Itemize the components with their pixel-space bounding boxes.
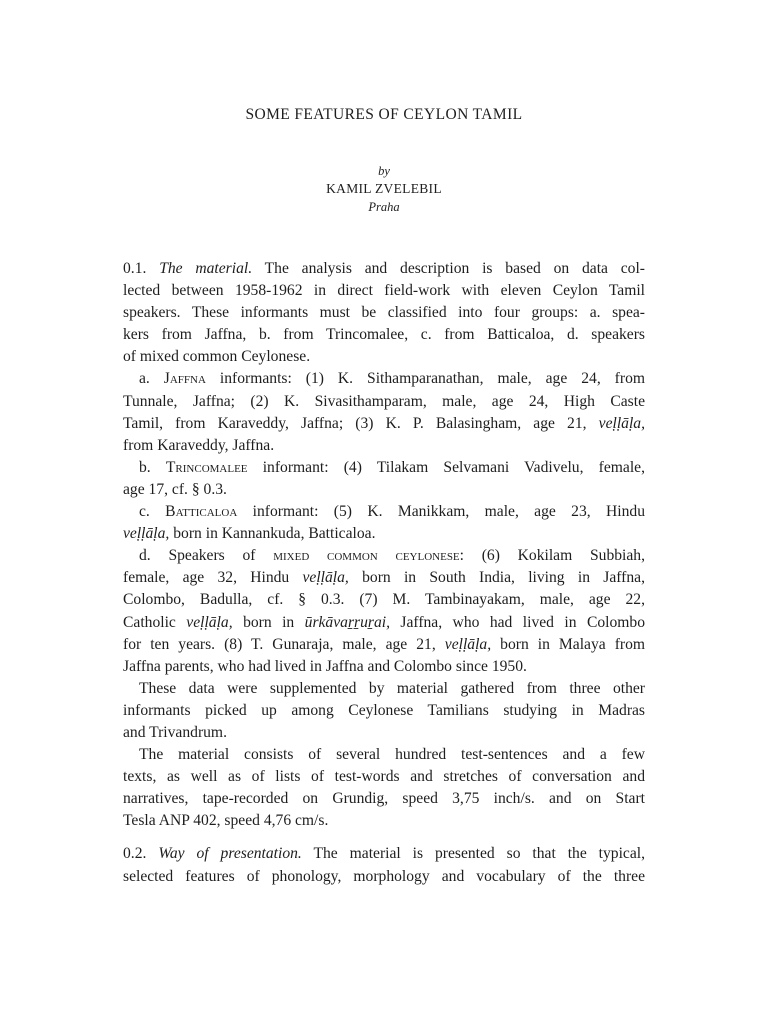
by-label: by <box>378 164 390 178</box>
section-number: 0.2. <box>123 845 147 863</box>
text-line: Tamil, from Karaveddy, Jaffna; (3) K. P. Balasingham, age 21, veḷḷāḷa, <box>123 414 645 432</box>
text-line: Colombo, Badulla, cf. § 0.3. (7) M. Tambinayakam, male, age 22, <box>123 591 645 609</box>
text-line: female, age 32, Hindu veḷḷāḷa, born in South India, living in Jaffna, <box>123 569 645 587</box>
text-line: Tesla ANP 402, speed 4,76 cm/s. <box>123 812 329 830</box>
section-0-2-line-1: 0.2. Way of presentation. The material is presented so that the typical, <box>123 845 645 863</box>
group-c-line-1: c. Batticaloa informant: (5) K. Manikkam, male, age 23, Hindu <box>139 503 645 521</box>
text-line: Catholic veḷḷāḷa, born in ūrkāvaṟṟuṟai, Jaffna, who had lived in Colombo <box>123 613 645 631</box>
group-a-line-1: a. Jaffna informants: (1) K. Sithamparanathan, male, age 24, from <box>139 370 645 388</box>
text-line: speakers. These informants must be classified into four groups: a. spea- <box>123 304 645 322</box>
text-line: kers from Jaffna, b. from Trincomalee, c. from Batticaloa, d. speakers <box>123 326 645 344</box>
text-line: These data were supplemented by material gathered from three other <box>139 679 645 697</box>
group-label: Batticaloa <box>165 503 238 521</box>
text-line: from Karaveddy, Jaffna. <box>123 436 275 454</box>
text-line: lected between 1958-1962 in direct field-work with eleven Ceylon Tamil <box>123 282 645 300</box>
group-label: Jaffna <box>163 370 206 388</box>
text-line: narratives, tape-recorded on Grundig, speed 3,75 inch/s. and on Start <box>123 790 645 808</box>
author-place: Praha <box>368 200 400 214</box>
byline <box>0 162 768 216</box>
text-line: selected features of phonology, morphology and vocabulary of the three <box>123 867 645 885</box>
author-name: KAMIL ZVELEBIL <box>326 181 442 196</box>
group-b-line-1: b. Trincomalee informant: (4) Tilakam Selvamani Vadivelu, female, <box>139 458 645 476</box>
group-label: Trincomalee <box>165 458 248 476</box>
text-line: for ten years. (8) T. Gunaraja, male, age 21, veḷḷāḷa, born in Malaya from <box>123 635 646 653</box>
section-number: 0.1. <box>123 260 147 277</box>
text-line: and Trivandrum. <box>123 723 227 741</box>
text-line: of mixed common Ceylonese. <box>123 348 311 366</box>
group-d-line-1: d. Speakers of mixed common ceylonese: (6) Kokilam Subbiah, <box>139 547 645 565</box>
text-line: texts, as well as of lists of test-words and stretches of conversation and <box>123 768 645 786</box>
section-heading: Way of presentation. <box>158 845 302 863</box>
text-line: informants picked up among Ceylonese Tamilians studying in Madras <box>123 701 645 719</box>
text-line: The material consists of several hundred test-sentences and a few <box>139 746 645 764</box>
body-text <box>123 258 645 888</box>
section-0-1-line-1: 0.1. The material. The analysis and description is based on data col- <box>123 260 645 277</box>
text-line: veḷḷāḷa, born in Kannankuda, Batticaloa. <box>123 525 376 543</box>
section-heading: The material. <box>159 260 253 277</box>
paragraph-gap <box>123 832 645 843</box>
text-line: Tunnale, Jaffna; (2) K. Sivasithamparam, male, age 24, High Caste <box>123 392 645 410</box>
text-line: Jaffna parents, who had lived in Jaffna and Colombo since 1950. <box>123 657 527 675</box>
text-line: age 17, cf. § 0.3. <box>123 480 227 498</box>
paper-title: SOME FEATURES OF CEYLON TAMIL <box>245 106 523 123</box>
group-label: mixed common ceylonese <box>273 547 460 565</box>
